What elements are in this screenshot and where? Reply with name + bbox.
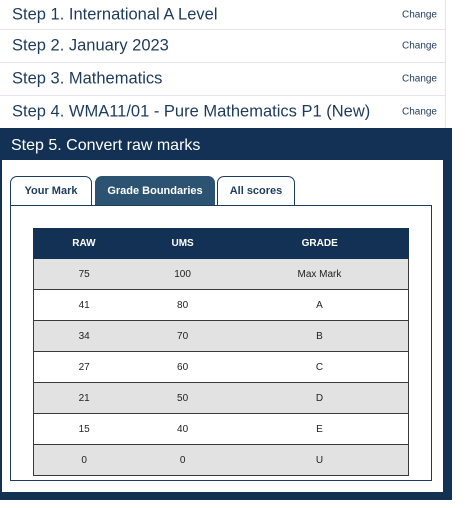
step-4-change-link[interactable]: Change <box>401 106 437 118</box>
ums-cell: 50 <box>134 383 231 414</box>
column-header-ums: UMS <box>134 229 231 259</box>
table-row <box>34 321 409 352</box>
step-5-section <box>0 128 452 500</box>
step-1-label: Step 1. International A Level <box>12 5 218 23</box>
grade-cell: C <box>231 352 409 383</box>
table-row <box>34 290 409 321</box>
raw-cell: 21 <box>34 383 135 414</box>
raw-cell: 0 <box>34 445 135 476</box>
raw-cell: 75 <box>34 259 135 290</box>
tab-all-scores[interactable]: All scores <box>217 176 295 205</box>
grade-cell: E <box>231 414 409 445</box>
grade-cell: U <box>231 445 409 476</box>
grade-cell: D <box>231 383 409 414</box>
tab-your-mark[interactable]: Your Mark <box>10 176 92 205</box>
step-4-row <box>0 96 446 129</box>
step-2-row <box>0 30 446 63</box>
column-header-raw: RAW <box>34 229 135 259</box>
ums-cell: 70 <box>134 321 231 352</box>
ums-cell: 60 <box>134 352 231 383</box>
grade-cell: B <box>231 321 409 352</box>
table-row <box>34 352 409 383</box>
grade-cell: A <box>231 290 409 321</box>
step-5-title: Step 5. Convert raw marks <box>11 137 201 154</box>
step-2-label: Step 2. January 2023 <box>12 36 169 55</box>
ums-cell: 80 <box>134 290 231 321</box>
table-header-row <box>34 229 409 259</box>
column-header-grade: GRADE <box>231 229 409 259</box>
ums-cell: 40 <box>134 414 231 445</box>
step-2-change-link[interactable]: Change <box>401 40 437 52</box>
raw-cell: 41 <box>34 290 135 321</box>
raw-cell: 34 <box>34 321 135 352</box>
step-3-row <box>0 63 446 96</box>
step-5-body <box>2 160 443 492</box>
grade-boundaries-panel <box>10 205 432 481</box>
ums-cell: 100 <box>134 259 231 290</box>
raw-cell: 15 <box>34 414 135 445</box>
step-3-label: Step 3. Mathematics <box>12 69 163 88</box>
table-row <box>34 445 409 476</box>
step-1-row <box>0 0 446 30</box>
step-4-label: Step 4. WMA11/01 - Pure Mathematics P1 (New) <box>12 102 371 121</box>
table-row <box>34 259 409 290</box>
step-1-change-link[interactable]: Change <box>401 9 437 20</box>
table-row <box>34 383 409 414</box>
step-3-change-link[interactable]: Change <box>401 73 437 85</box>
ums-cell: 0 <box>134 445 231 476</box>
grade-boundaries-table <box>33 228 409 476</box>
raw-cell: 27 <box>34 352 135 383</box>
completed-steps-list <box>0 0 446 129</box>
table-row <box>34 414 409 445</box>
grade-cell: Max Mark <box>231 259 409 290</box>
tab-grade-boundaries[interactable]: Grade Boundaries <box>95 176 215 205</box>
